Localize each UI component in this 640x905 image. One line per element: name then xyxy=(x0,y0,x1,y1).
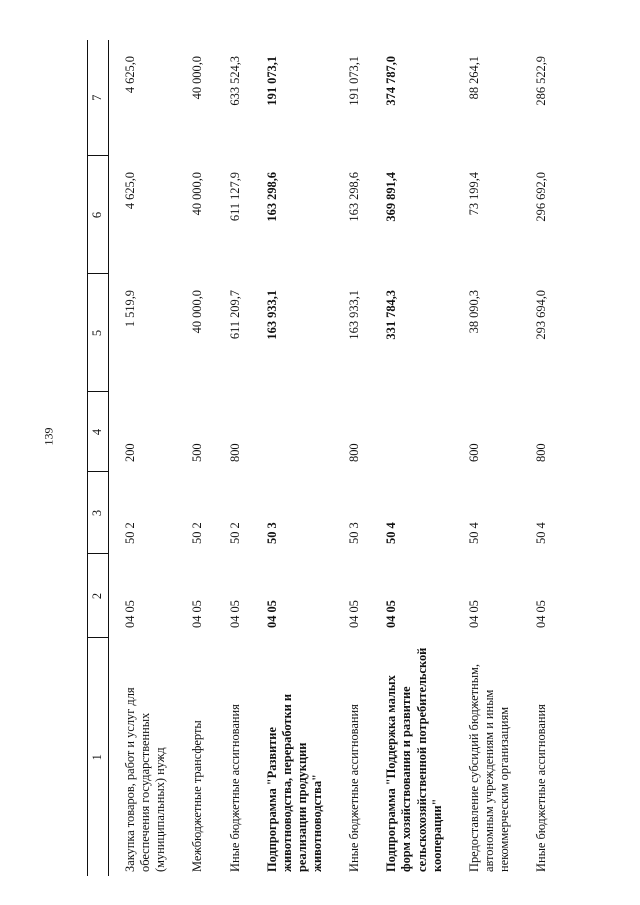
amount-cell: 611 209,7 xyxy=(227,290,242,340)
table-row xyxy=(370,40,453,876)
amount-cell: 633 524,3 xyxy=(227,56,242,106)
table-row xyxy=(251,40,334,876)
section-code-cell: 04 05 xyxy=(347,600,362,628)
target-article-cell: 50 2 xyxy=(227,522,242,544)
target-article-cell: 50 4 xyxy=(534,522,549,544)
amount-cell: 191 073,1 xyxy=(347,56,362,106)
amount-cell: 163 298,6 xyxy=(347,172,362,222)
budget-table-rotated xyxy=(87,40,640,876)
target-article-cell: 50 2 xyxy=(123,522,137,544)
target-article-cell: 50 3 xyxy=(264,522,279,544)
row-name-cell: Предоставление субсидий бюджетным, автономным учреждениям и иным некоммерческим организациям xyxy=(466,664,511,872)
amount-cell: 1 519,9 xyxy=(123,290,137,328)
expense-type-cell: 200 xyxy=(123,443,137,462)
column-header: 5 xyxy=(88,274,109,392)
amount-cell: 73 199,4 xyxy=(466,172,481,216)
amount-cell: 4 625,0 xyxy=(123,172,137,210)
amount-cell: 40 000,0 xyxy=(190,172,205,216)
row-name-cell: Закупка товаров, работ и услуг для обеспечения государственных (муниципальных) нужд xyxy=(123,687,168,872)
amount-cell: 163 933,1 xyxy=(347,290,362,340)
section-code-cell: 04 05 xyxy=(384,600,399,628)
column-header: 4 xyxy=(88,392,109,472)
table-row xyxy=(109,40,177,876)
expense-type-cell: 800 xyxy=(534,443,549,462)
column-header: 6 xyxy=(88,156,109,274)
column-header: 3 xyxy=(88,472,109,554)
row-name-cell: Подпрограмма "Поддержка малых форм хозяйствования и развитие сельскохозяйственной потребительской кооперации" xyxy=(384,647,444,872)
target-article-cell: 50 4 xyxy=(384,522,399,544)
amount-cell: 191 073,1 xyxy=(264,56,279,106)
expense-type-cell: 800 xyxy=(347,443,362,462)
amount-cell: 163 933,1 xyxy=(264,290,279,340)
amount-cell: 293 694,0 xyxy=(534,290,549,340)
row-name-cell: Иные бюджетные ассигнования xyxy=(347,704,362,872)
target-article-cell: 50 2 xyxy=(190,522,205,544)
target-article-cell: 50 3 xyxy=(347,522,362,544)
expense-type-cell: 800 xyxy=(227,443,242,462)
section-code-cell: 04 05 xyxy=(227,600,242,628)
amount-cell: 374 787,0 xyxy=(384,56,399,106)
table-row xyxy=(333,40,370,876)
row-name-cell: Иные бюджетные ассигнования xyxy=(227,704,242,872)
section-code-cell: 04 05 xyxy=(123,600,137,628)
section-code-cell: 04 05 xyxy=(190,600,205,628)
amount-cell: 611 127,9 xyxy=(227,172,242,222)
row-name-cell: Межбюджетные трансферты xyxy=(190,720,205,872)
amount-cell: 286 522,9 xyxy=(534,56,549,106)
section-code-cell: 04 05 xyxy=(534,600,549,628)
amount-cell: 296 692,0 xyxy=(534,172,549,222)
amount-cell: 163 298,6 xyxy=(264,172,279,222)
section-code-cell: 04 05 xyxy=(264,600,279,628)
table-row xyxy=(214,40,251,876)
budget-table xyxy=(87,40,557,876)
target-article-cell: 50 4 xyxy=(466,522,481,544)
expense-type-cell xyxy=(370,392,453,472)
section-code-cell: 04 05 xyxy=(466,600,481,628)
row-name-cell: Иные бюджетные ассигнования xyxy=(534,704,549,872)
amount-cell: 331 784,3 xyxy=(384,290,399,340)
header-row xyxy=(88,40,109,876)
table-row xyxy=(176,40,213,876)
amount-cell: 38 090,3 xyxy=(466,290,481,334)
amount-cell: 40 000,0 xyxy=(190,56,205,100)
amount-cell: 40 000,0 xyxy=(190,290,205,334)
row-name-cell: Подпрограмма "Развитие животноводства, переработки и реализации продукции животноводства" xyxy=(264,693,324,872)
page-number: 139 xyxy=(41,427,56,446)
table-row xyxy=(453,40,520,876)
expense-type-cell: 500 xyxy=(190,443,205,462)
column-header: 1 xyxy=(88,638,109,876)
expense-type-cell xyxy=(251,392,334,472)
column-header: 2 xyxy=(88,554,109,638)
table-row xyxy=(520,40,557,876)
amount-cell: 88 264,1 xyxy=(466,56,481,100)
amount-cell: 4 625,0 xyxy=(123,56,137,94)
amount-cell: 369 891,4 xyxy=(384,172,399,222)
column-header: 7 xyxy=(88,40,109,156)
expense-type-cell: 600 xyxy=(466,443,481,462)
